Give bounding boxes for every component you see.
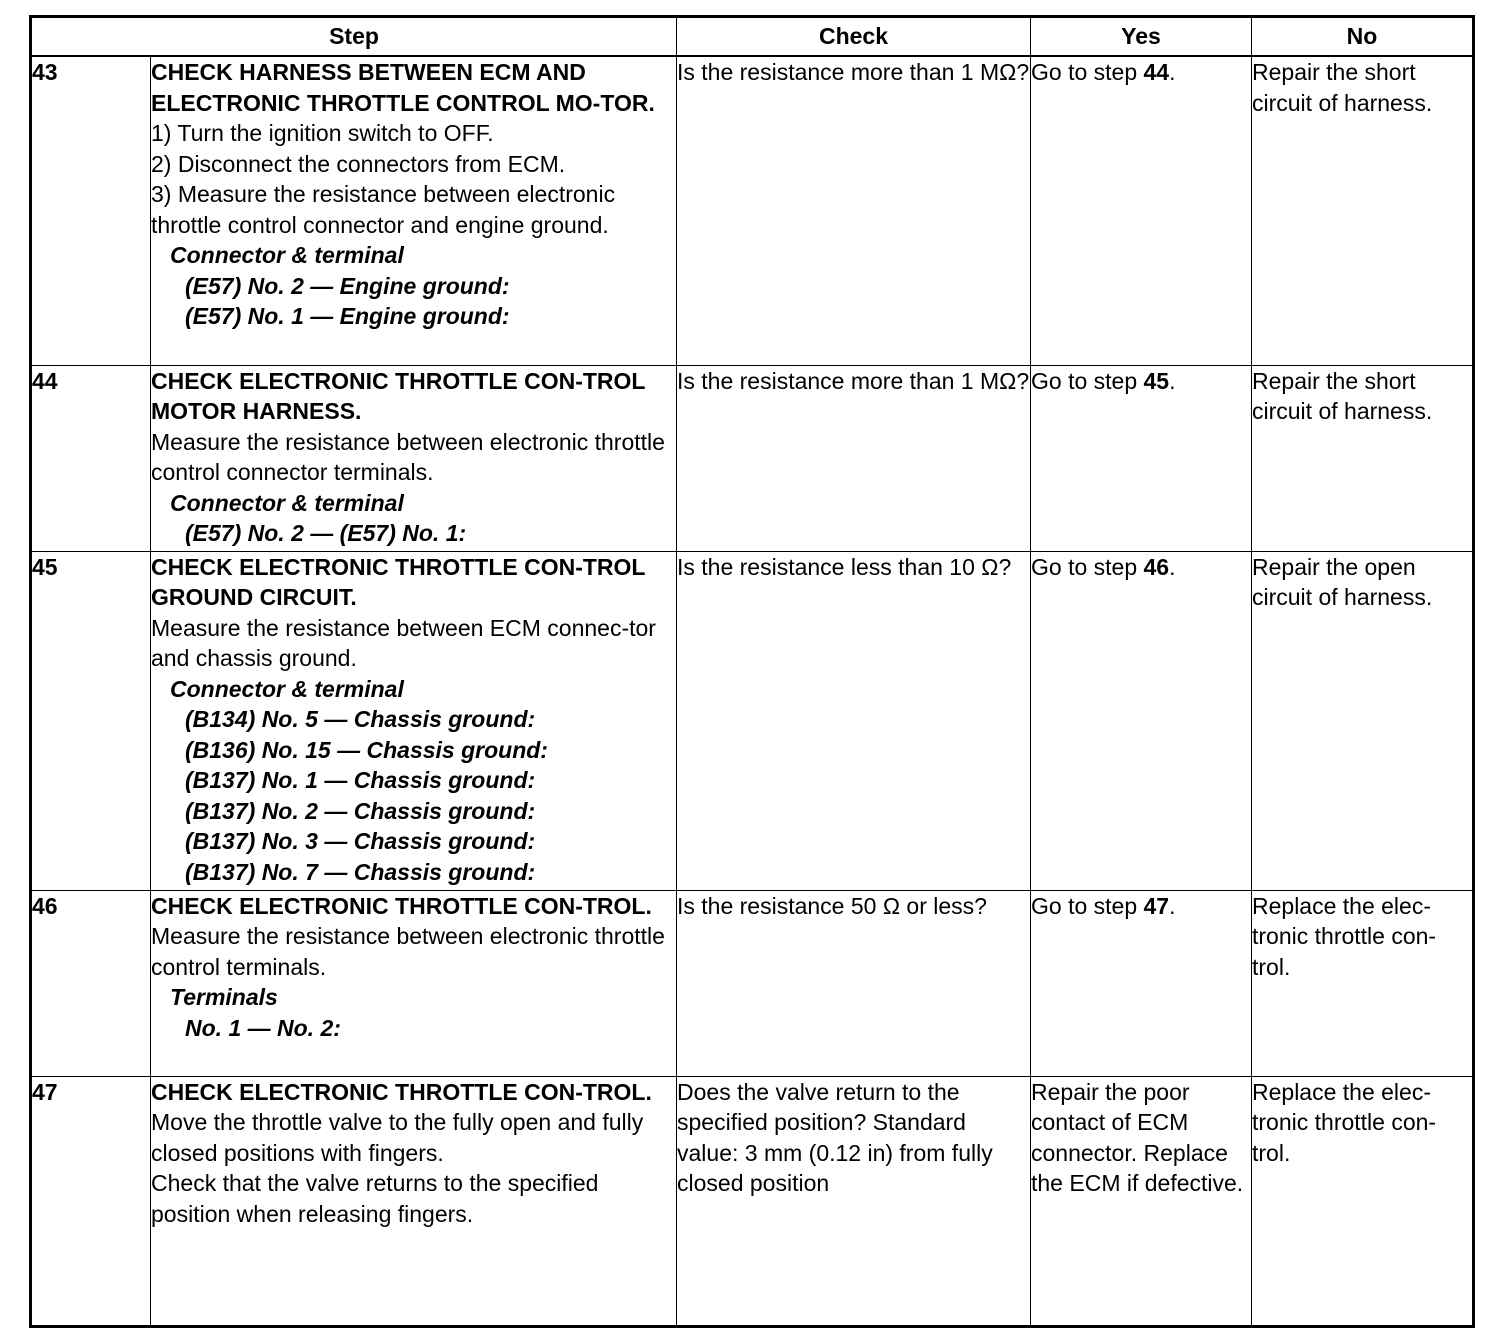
- step-description: [151, 56, 677, 365]
- step-instruction: Measure the resistance between electronic throttle control terminals.: [151, 923, 665, 980]
- check-cell: Does the valve return to the specified position? Standard value: 3 mm (0.12 in) from fully closed position: [677, 1076, 1031, 1326]
- step-description: [151, 551, 677, 890]
- terminal-spec: (E57) No. 1 — Engine ground:: [185, 303, 510, 329]
- yes-cell: [1031, 365, 1252, 551]
- terminal-spec: (B137) No. 3 — Chassis ground:: [185, 828, 536, 854]
- terminal-spec: (B134) No. 5 — Chassis ground:: [185, 706, 536, 732]
- step-description: [151, 365, 677, 551]
- yes-suffix: .: [1169, 367, 1176, 394]
- step-title: CHECK HARNESS BETWEEN ECM AND ELECTRONIC THROTTLE CONTROL MO-TOR.: [151, 59, 655, 116]
- table-row: [31, 1076, 1474, 1326]
- no-cell: Replace the elec-tronic throttle con-trol.: [1252, 890, 1474, 1076]
- yes-step-ref: 44: [1143, 59, 1170, 85]
- step-instruction: Measure the resistance between electronic throttle control connector terminals.: [151, 428, 665, 485]
- connector-label: Connector & terminal: [170, 489, 404, 516]
- yes-suffix: .: [1169, 59, 1176, 85]
- check-cell: Is the resistance less than 10 Ω?: [677, 551, 1031, 890]
- no-cell: Repair the open circuit of harness.: [1252, 551, 1474, 890]
- yes-text: Go to step: [1031, 892, 1144, 919]
- header-step: Step: [31, 17, 677, 57]
- connector-label: Connector & terminal: [170, 675, 404, 702]
- step-number: 44: [31, 365, 151, 551]
- header-yes: Yes: [1031, 17, 1252, 57]
- diagnostic-table: [29, 15, 1475, 1328]
- check-cell: Is the resistance more than 1 MΩ?: [677, 365, 1031, 551]
- yes-cell: [1031, 1076, 1252, 1326]
- step-instruction: Move the throttle valve to the fully open and fully closed positions with fingers.: [151, 1109, 644, 1166]
- header-check: Check: [677, 17, 1031, 57]
- header-no: No: [1252, 17, 1474, 57]
- no-cell: Repair the short circuit of harness.: [1252, 365, 1474, 551]
- terminal-spec: (E57) No. 2 — Engine ground:: [185, 272, 510, 299]
- step-instruction: 2) Disconnect the connectors from ECM.: [151, 150, 566, 177]
- connector-label: Connector & terminal: [170, 242, 404, 268]
- yes-text: Go to step: [1031, 59, 1144, 85]
- yes-text: Go to step: [1031, 367, 1144, 394]
- terminal-spec: No. 1 — No. 2:: [185, 1014, 341, 1041]
- yes-cell: [1031, 56, 1252, 365]
- yes-cell: [1031, 890, 1252, 1076]
- table-row: [31, 56, 1474, 365]
- table-row: [31, 551, 1474, 890]
- step-description: [151, 890, 677, 1076]
- yes-text: Go to step: [1031, 553, 1144, 580]
- step-description: [151, 1076, 677, 1326]
- step-number: 46: [31, 890, 151, 1076]
- table-row: [31, 890, 1474, 1076]
- terminal-spec: (E57) No. 2 — (E57) No. 1:: [185, 520, 467, 546]
- check-cell: Is the resistance more than 1 MΩ?: [677, 56, 1031, 365]
- terminal-spec: (B137) No. 7 — Chassis ground:: [185, 858, 536, 885]
- table-row: [31, 365, 1474, 551]
- step-title: CHECK ELECTRONIC THROTTLE CON-TROL.: [151, 892, 652, 919]
- step-instruction: Measure the resistance between ECM connec-tor and chassis ground.: [151, 614, 656, 671]
- step-number: 45: [31, 551, 151, 890]
- no-cell: Repair the short circuit of harness.: [1252, 56, 1474, 365]
- step-instruction: 3) Measure the resistance between electronic throttle control connector and engine ground.: [151, 181, 616, 238]
- check-cell: Is the resistance 50 Ω or less?: [677, 890, 1031, 1076]
- yes-step-ref: 46: [1143, 553, 1170, 580]
- yes-text: Repair the poor contact of ECM connector. Replace the ECM if defective.: [1031, 1078, 1244, 1196]
- yes-step-ref: 45: [1143, 367, 1170, 394]
- yes-cell: [1031, 551, 1252, 890]
- step-instruction: 1) Turn the ignition switch to OFF.: [151, 120, 494, 146]
- yes-suffix: .: [1169, 892, 1176, 919]
- connector-label: Terminals: [170, 984, 278, 1010]
- header-row: [31, 17, 1474, 57]
- step-number: 47: [31, 1076, 151, 1326]
- terminal-spec: (B137) No. 1 — Chassis ground:: [185, 767, 536, 793]
- yes-suffix: .: [1169, 553, 1176, 580]
- terminal-spec: (B136) No. 15 — Chassis ground:: [185, 736, 548, 763]
- terminal-spec: (B137) No. 2 — Chassis ground:: [185, 797, 536, 824]
- step-number: 43: [31, 56, 151, 365]
- step-title: CHECK ELECTRONIC THROTTLE CON-TROL MOTOR HARNESS.: [151, 367, 646, 424]
- no-cell: Replace the elec-tronic throttle con-trol.: [1252, 1076, 1474, 1326]
- step-title: CHECK ELECTRONIC THROTTLE CON-TROL.: [151, 1078, 652, 1105]
- step-title: CHECK ELECTRONIC THROTTLE CON-TROL GROUND CIRCUIT.: [151, 553, 646, 610]
- step-instruction: Check that the valve returns to the specified position when releasing fingers.: [151, 1170, 599, 1227]
- yes-step-ref: 47: [1143, 892, 1170, 919]
